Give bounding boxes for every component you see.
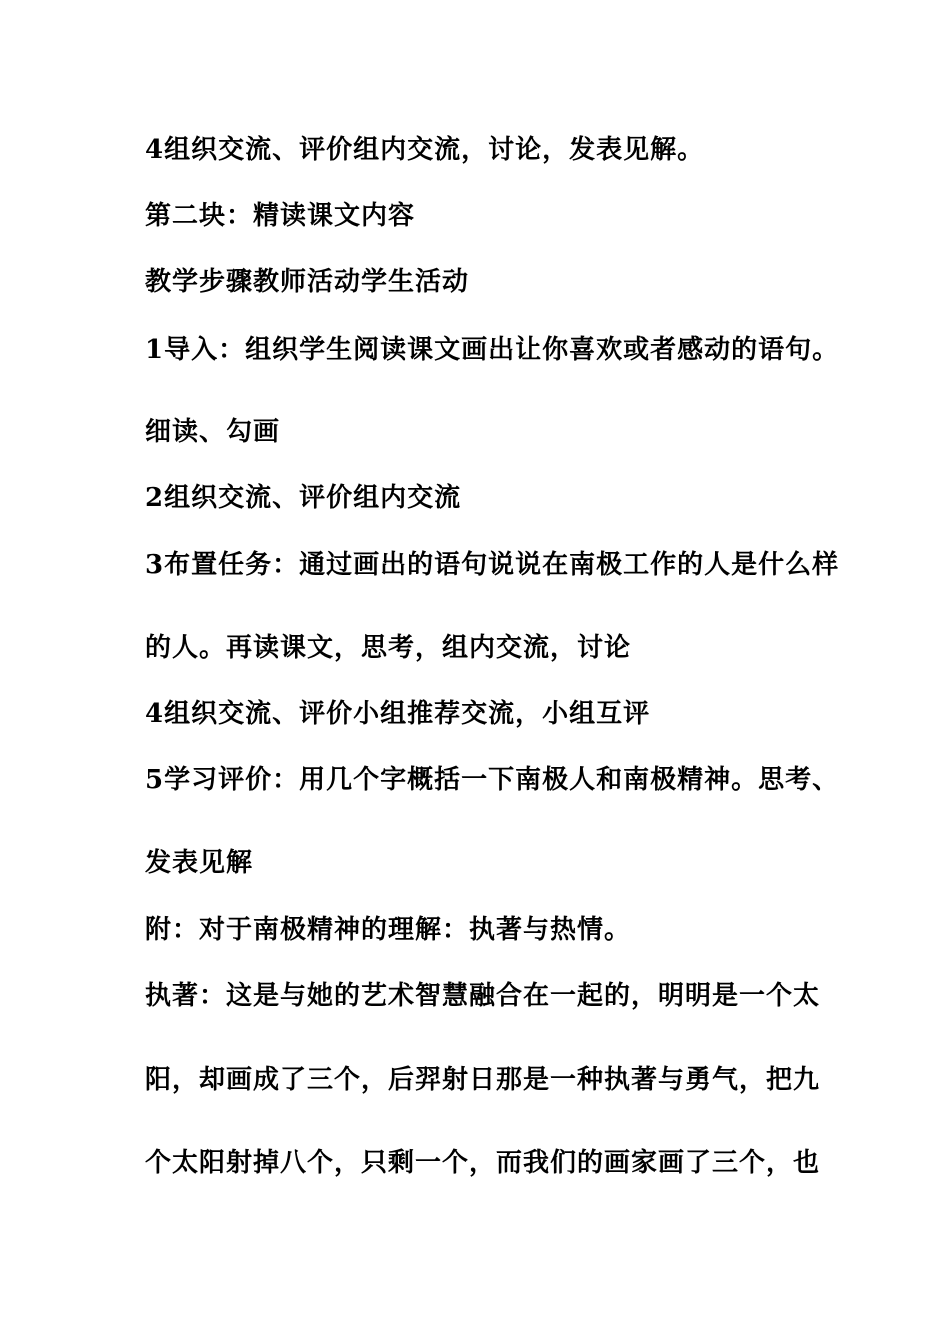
paragraph-line-13: 执著：这是与她的艺术智慧融合在一起的，明明是一个太 (145, 981, 821, 1011)
paragraph-line-12: 附：对于南极精神的理解：执著与热情。 (145, 915, 632, 945)
paragraph-line-6: 2组织交流、评价组内交流 (145, 483, 462, 513)
section-heading: 第二块：精读课文内容 (145, 201, 416, 231)
paragraph-line-3: 教学步骤教师活动学生活动 (145, 267, 470, 297)
paragraph-line-4: 1导入：组织学生阅读课文画出让你喜欢或者感动的语句。 (145, 335, 840, 365)
paragraph-line-8: 的人。再读课文，思考，组内交流，讨论 (145, 633, 632, 663)
paragraph-line-15: 个太阳射掉八个，只剩一个，而我们的画家画了三个，也 (145, 1148, 821, 1178)
paragraph-line-14: 阳，却画成了三个，后羿射日那是一种执著与勇气，把九 (145, 1065, 821, 1095)
paragraph-line-11: 发表见解 (145, 848, 254, 878)
paragraph-line-10: 5学习评价：用几个字概括一下南极人和南极精神。思考、 (145, 765, 840, 795)
paragraph-line-7: 3布置任务：通过画出的语句说说在南极工作的人是什么样 (145, 550, 840, 580)
paragraph-line-1: 4组织交流、评价组内交流，讨论，发表见解。 (145, 135, 705, 165)
paragraph-line-5: 细读、勾画 (145, 417, 281, 447)
paragraph-line-9: 4组织交流、评价小组推荐交流，小组互评 (145, 699, 651, 729)
